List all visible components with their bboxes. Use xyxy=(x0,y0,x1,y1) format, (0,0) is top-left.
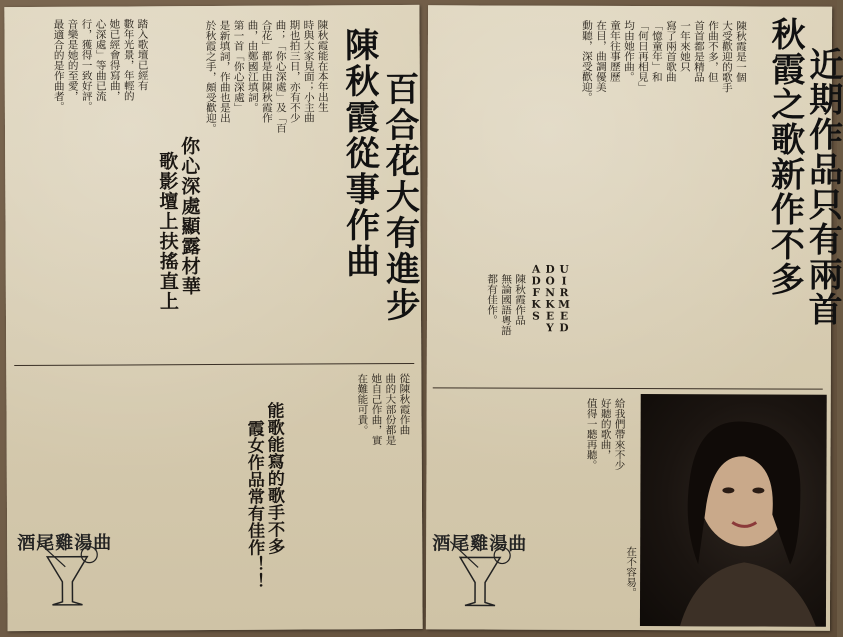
column-logo xyxy=(432,527,550,617)
logo-text: 酒尾雞湯曲 xyxy=(17,532,113,555)
right-headline-2: 近期作品只有兩首 xyxy=(801,46,843,327)
right-body-col: 在不容易。 xyxy=(625,545,638,598)
right-body-col: 好聽的歌曲， xyxy=(599,397,612,460)
right-body-col: 首首都是精品 xyxy=(692,20,706,83)
left-body-col: 在難能可貴。 xyxy=(356,373,369,436)
right-body-col: 寫了兩首歌曲 xyxy=(664,20,678,82)
right-clipping xyxy=(426,5,843,630)
left-body-col: 曲的大部份都是 xyxy=(384,373,397,446)
right-body-col: 一年來她只 xyxy=(678,20,692,72)
right-body-col: 陳秋霞作品 xyxy=(513,273,527,326)
column-divider xyxy=(14,363,414,366)
right-body-col: 動聽，深受歡迎。 xyxy=(580,19,594,103)
left-body-col: 行，獲得一致好評。 xyxy=(80,18,93,112)
right-body-col: 大受歡迎的歌手 xyxy=(720,20,734,93)
left-body-col: 音樂是她的至愛， xyxy=(66,18,79,102)
right-body-col: 「憶童年」和 xyxy=(650,20,664,82)
right-body-col: 在目，曲調優美 xyxy=(594,19,608,93)
portrait-image xyxy=(640,394,827,627)
singer-photo xyxy=(640,394,827,627)
left-body-col: 踏入歌壇已經有 xyxy=(136,18,149,91)
left-body-col: 第一首「你心深處」 xyxy=(232,19,245,113)
logo-text: 酒尾雞湯曲 xyxy=(432,533,528,555)
left-body-col: 曲；「你心深處」及「百 xyxy=(274,19,288,133)
column-logo xyxy=(17,526,137,617)
left-body-col: 她已經會得寫曲， xyxy=(108,18,121,101)
right-body-col: 值得一聽再聽。 xyxy=(585,397,598,471)
right-headline-1: 秋霞之歌新作不多 xyxy=(764,16,806,297)
left-body-col: 陳秋霞能在本年出生 xyxy=(316,19,329,113)
left-subhead-3: 能歌能寫的歌手不多 xyxy=(263,401,285,555)
left-subhead-4: 霞女作品常有佳作！！ xyxy=(243,419,265,590)
right-body-col: 給我們帶來不少 xyxy=(613,397,626,471)
left-headline-1: 陳秋霞從事作曲 xyxy=(338,27,380,280)
left-body-col: 是新填詞，作曲也是出 xyxy=(218,19,231,123)
left-body-col: 合花」都是由陳秋霞作 xyxy=(260,19,273,123)
left-subhead-1: 你心深處顯露材華 xyxy=(178,136,201,297)
left-body-col: 她自己作曲，實 xyxy=(370,373,383,446)
column-divider xyxy=(433,387,823,389)
right-english-col: UIRMED xyxy=(557,263,571,334)
left-body-col: 從陳秋霞作曲 xyxy=(398,372,411,435)
left-subhead-2: 歌影壇上扶搖直上 xyxy=(156,151,179,312)
left-headline-2: 百合花大有進步 xyxy=(378,70,421,324)
left-body-col: 期也拍三日，亦有不少 xyxy=(288,19,301,123)
right-body-col: 均由她作曲。 xyxy=(622,19,636,82)
left-body-col: 數年光景，年輕的 xyxy=(122,18,135,101)
right-english-col: DONKEY xyxy=(543,263,557,334)
left-body-col: 最適合的是作曲者。 xyxy=(52,18,65,112)
left-body-col: 曲，由鄭國江填詞。 xyxy=(246,19,259,113)
right-body-col: 作曲不多，但 xyxy=(706,20,720,83)
left-body-col: 於秋霞之手，頗受歡迎。 xyxy=(204,19,218,134)
right-body-col: 無論國語粵語 xyxy=(499,273,513,336)
right-body-col: 都有佳作。 xyxy=(485,273,499,326)
right-english-col: ADFKS xyxy=(529,263,543,323)
right-body-col: 「何日再相見」 xyxy=(636,20,650,93)
left-body-col: 時與大家見面；小主曲 xyxy=(302,19,315,123)
right-body-col: 童年往事歷歷 xyxy=(608,19,622,82)
left-clipping xyxy=(4,5,422,631)
right-body-col: 陳秋霞是一個 xyxy=(734,20,748,83)
left-body-col: 心深處」等曲已流 xyxy=(94,18,107,102)
